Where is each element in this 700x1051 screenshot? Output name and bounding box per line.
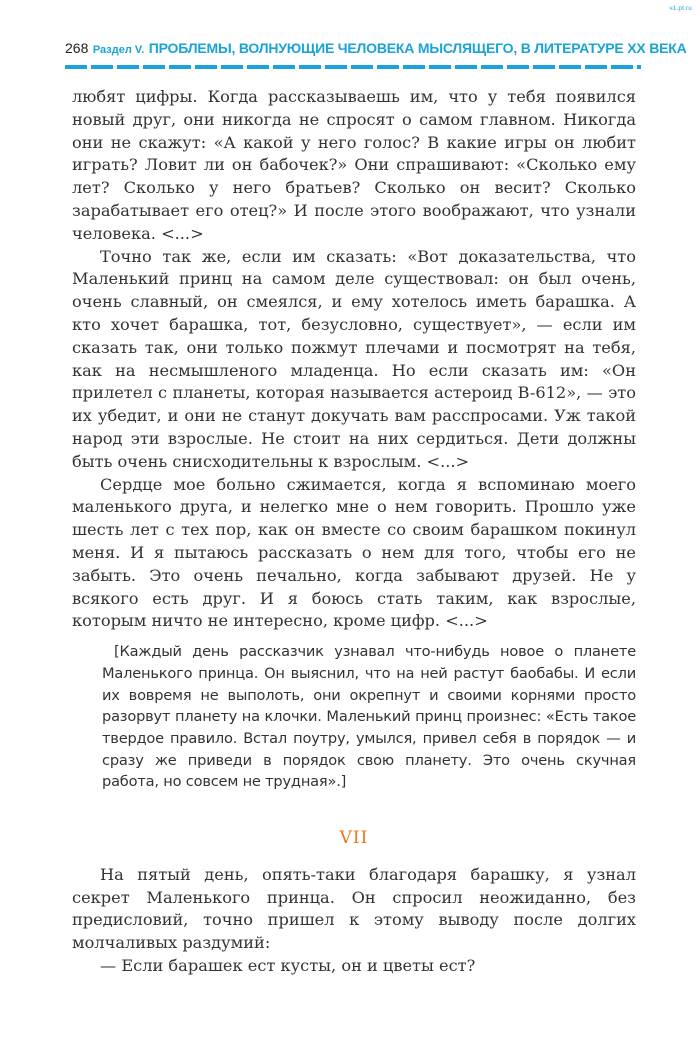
section-title: ПРОБЛЕМЫ, ВОЛНУЮЩИЕ ЧЕЛОВЕКА МЫСЛЯЩЕГО, В ЛИТЕРАТУРЕ XX ВЕКА <box>148 40 687 56</box>
site-watermark: ч1.pt.ru <box>669 6 692 12</box>
section-label: Раздел V. <box>92 44 145 56</box>
page-number: 268 <box>65 40 89 56</box>
header-divider <box>65 65 641 69</box>
paragraph: любят цифры. Когда рассказываешь им, что у тебя появился новый друг, они никогда не спросят о самом главном. Никогда они не скажут: «А какой у него голос? В какие игры он любит играть? Ловит ли он бабочек?» Они спрашивают: «Сколько ему лет? Сколько у него братьев? Сколько он весит? Сколько зарабатывает его отец?» И после этого воображают, что узнали человека. <...> <box>72 87 636 243</box>
editorial-summary: [Каждый день рассказчик узнавал что-нибудь новое о планете Маленького принца. Он выяснил, что на ней растут баобабы. И если их вовремя не выполоть, они окрепнут и своими корнями просто разорвут планету на клочки. Маленький принц произнес: «Есть такое твердое правило. Встал поутру, умылся, привел себя в порядок — и сразу же приведи в порядок свою планету. Это очень скучная работа, но совсем не трудная».] <box>102 643 636 791</box>
chapter-heading: VII <box>339 828 369 849</box>
dialogue-line: — Если барашек ест кусты, он и цветы ест? <box>100 956 476 976</box>
page-body <box>72 86 636 978</box>
paragraph: Сердце мое больно сжимается, когда я вспоминаю моего маленького друга, и нелегко мне о нем говорить. Прошло уже шесть лет с тех пор, как он вместе со своим барашком покинул меня. И я пытаюсь рассказать о нем для того, чтобы его не забыть. Это очень печально, когда забывают друзей. Не у всякого есть друг. И я боюсь стать таким, как взрослые, которым ничто не интересно, кроме цифр. <...> <box>72 474 636 631</box>
paragraph: На пятый день, опять-таки благодаря барашку, я узнал секрет Маленького принца. Он спросил неожиданно, без предисловий, точно пришел к этому выводу после долгих молчаливых раздумий: <box>72 864 636 953</box>
paragraph: Точно так же, если им сказать: «Вот доказательства, что Маленький принц на самом деле существовал: он был очень, очень славный, он смеялся, и ему хотелось иметь барашка. А кто хочет барашка, тот, безусловно, существует», — если им сказать так, они только пожмут плечами и посмотрят на тебя, как на несмышленого младенца. Но если сказать им: «Он прилетел с планеты, которая называется астероид B-612», — это их убедит, и они не станут докучать вам расспросами. Уж такой народ эти взрослые. Не стоит на них сердиться. Дети должны быть очень снисходительны к взрослым. <...> <box>72 246 636 471</box>
running-header <box>65 40 687 58</box>
